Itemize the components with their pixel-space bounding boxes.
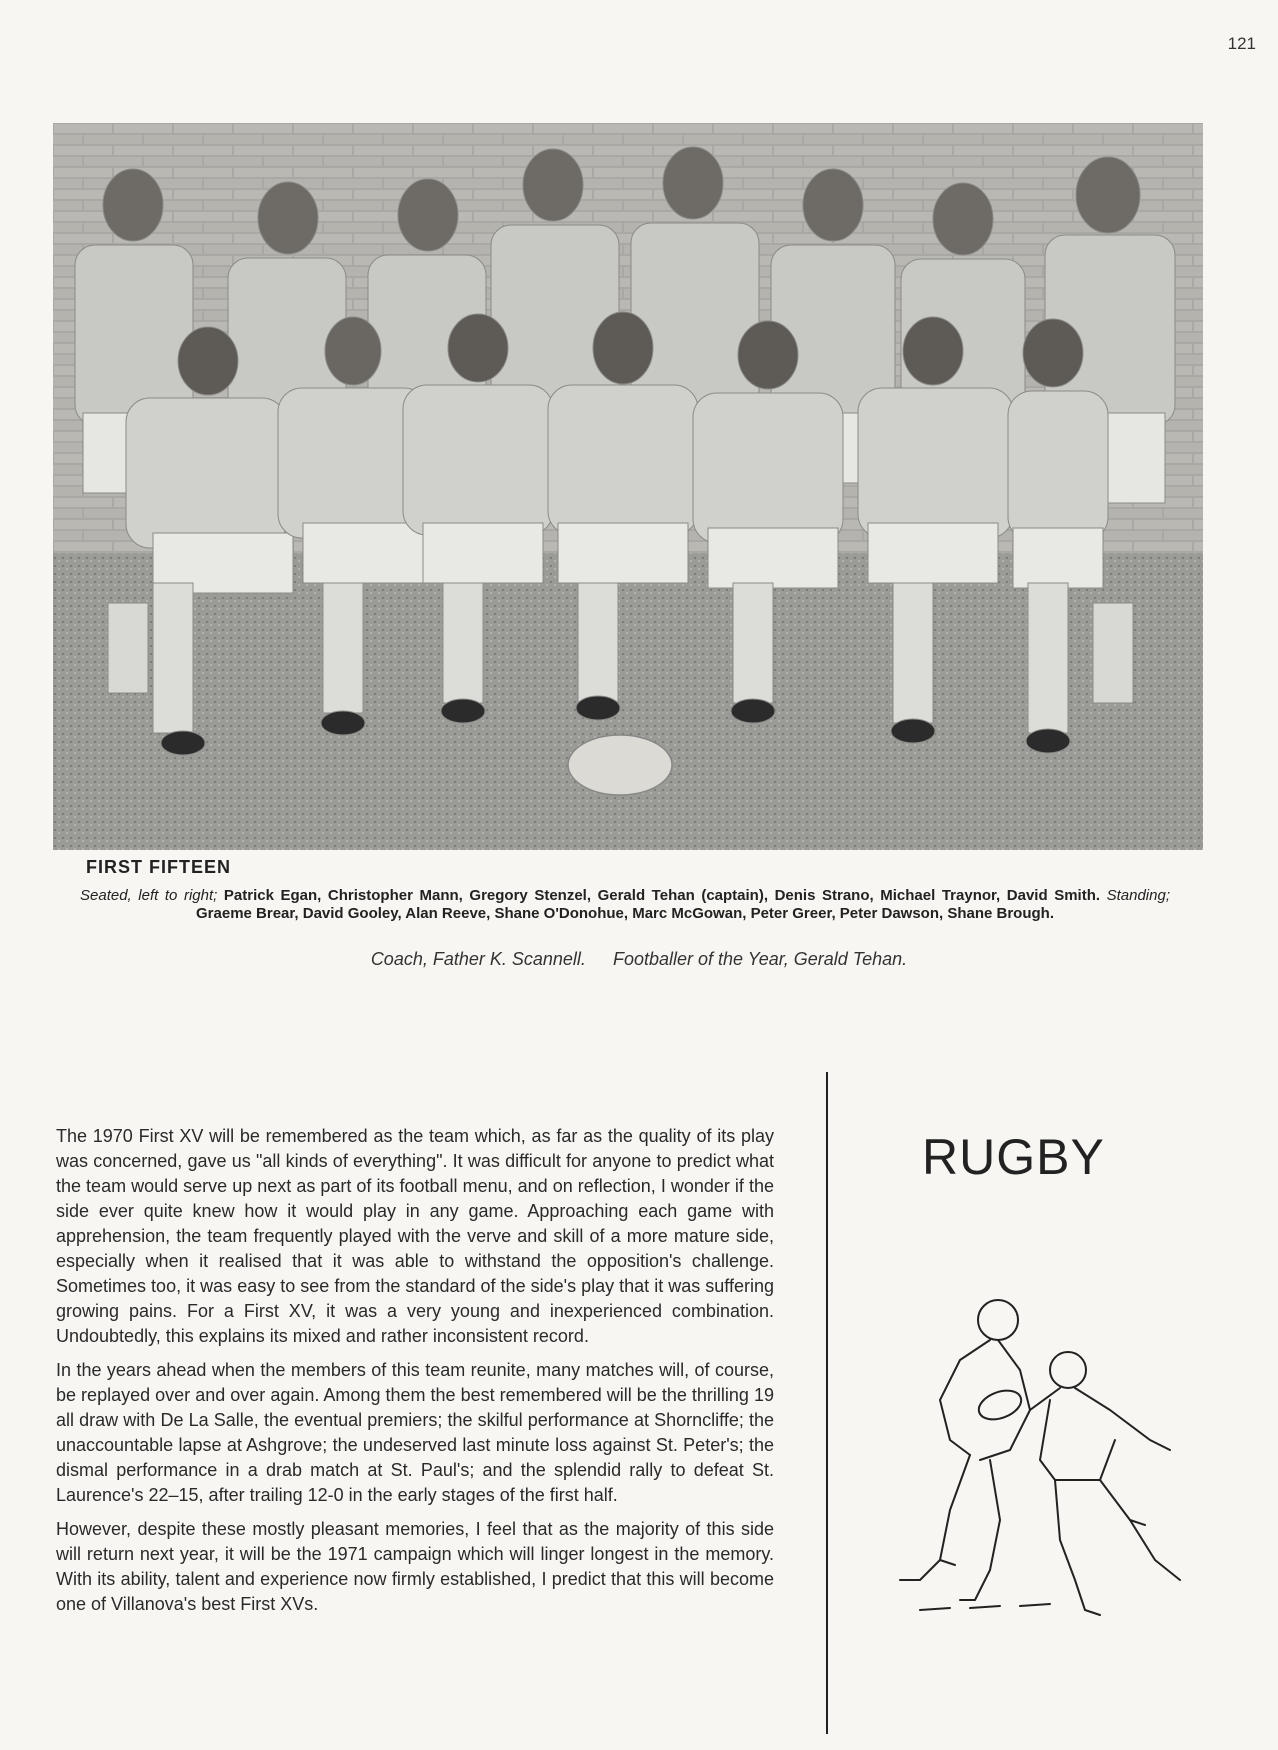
article-paragraph: In the years ahead when the members of this team reunite, many matches will, of course, be replayed over and over again. Among them the best remembered will be the thrilling 19 all draw with De La Salle, the eventual premiers; the skilful performance at Shorncliffe; the unaccountable lapse at Ashgrove; the undeserved last minute loss against St. Peter's; the dismal performance in a drab match at St. Paul's; and the splendid rally to defeat St. Laurence's 22–15, after trailing 12-0 in the early stages of the first half. bbox=[56, 1360, 774, 1505]
footballer-text: Footballer of the Year, Gerald Tehan. bbox=[612, 949, 908, 969]
team-names bbox=[80, 887, 1170, 923]
standing-names: Graeme Brear, David Gooley, Alan Reeve, Shane O'Donohue, Marc McGowan, Peter Greer, Peter Dawson, Shane Brough. bbox=[196, 905, 1054, 922]
caption-heading: FIRST FIFTEEN bbox=[86, 857, 231, 877]
page-number: 121 bbox=[1227, 34, 1256, 53]
team-photo bbox=[53, 123, 1203, 850]
coach-line bbox=[0, 949, 1278, 970]
rugby-players-sketch-icon bbox=[880, 1280, 1200, 1640]
section-title: RUGBY bbox=[922, 1129, 1105, 1185]
coach-text: Coach, Father K. Scannell. bbox=[370, 949, 586, 969]
article-body bbox=[56, 1124, 774, 1626]
seated-names: Patrick Egan, Christopher Mann, Gregory Stenzel, Gerald Tehan (captain), Denis Strano, Michael Traynor, David Smith. bbox=[223, 887, 1101, 904]
column-divider bbox=[826, 1072, 828, 1734]
article-paragraph: The 1970 First XV will be remembered as the team which, as far as the quality of its play was concerned, gave us "all kinds of everything". It was difficult for anyone to predict what the team would serve up next as part of its football menu, and on reflection, I wonder if the side ever quite knew how it would play in any game. Approaching each game with apprehension, the team frequently played with the verve and skill of a more mature side, especially when it realised that it was able to withstand the opposition's challenge. Sometimes too, it was easy to see from the standard of the side's play that it was suffering growing pains. For a First XV, it was a very young and inexperienced combination. Undoubtedly, this explains its mixed and rather inconsistent record. bbox=[56, 1126, 774, 1346]
article-paragraph: However, despite these mostly pleasant memories, I feel that as the majority of this side will return next year, it will be the 1971 campaign which will linger longest in the memory. With its ability, talent and experience now firmly established, I predict that this will become one of Villanova's best First XVs. bbox=[56, 1519, 774, 1614]
seated-label: Seated, left to right; bbox=[80, 887, 218, 904]
standing-label: Standing; bbox=[1106, 887, 1170, 904]
